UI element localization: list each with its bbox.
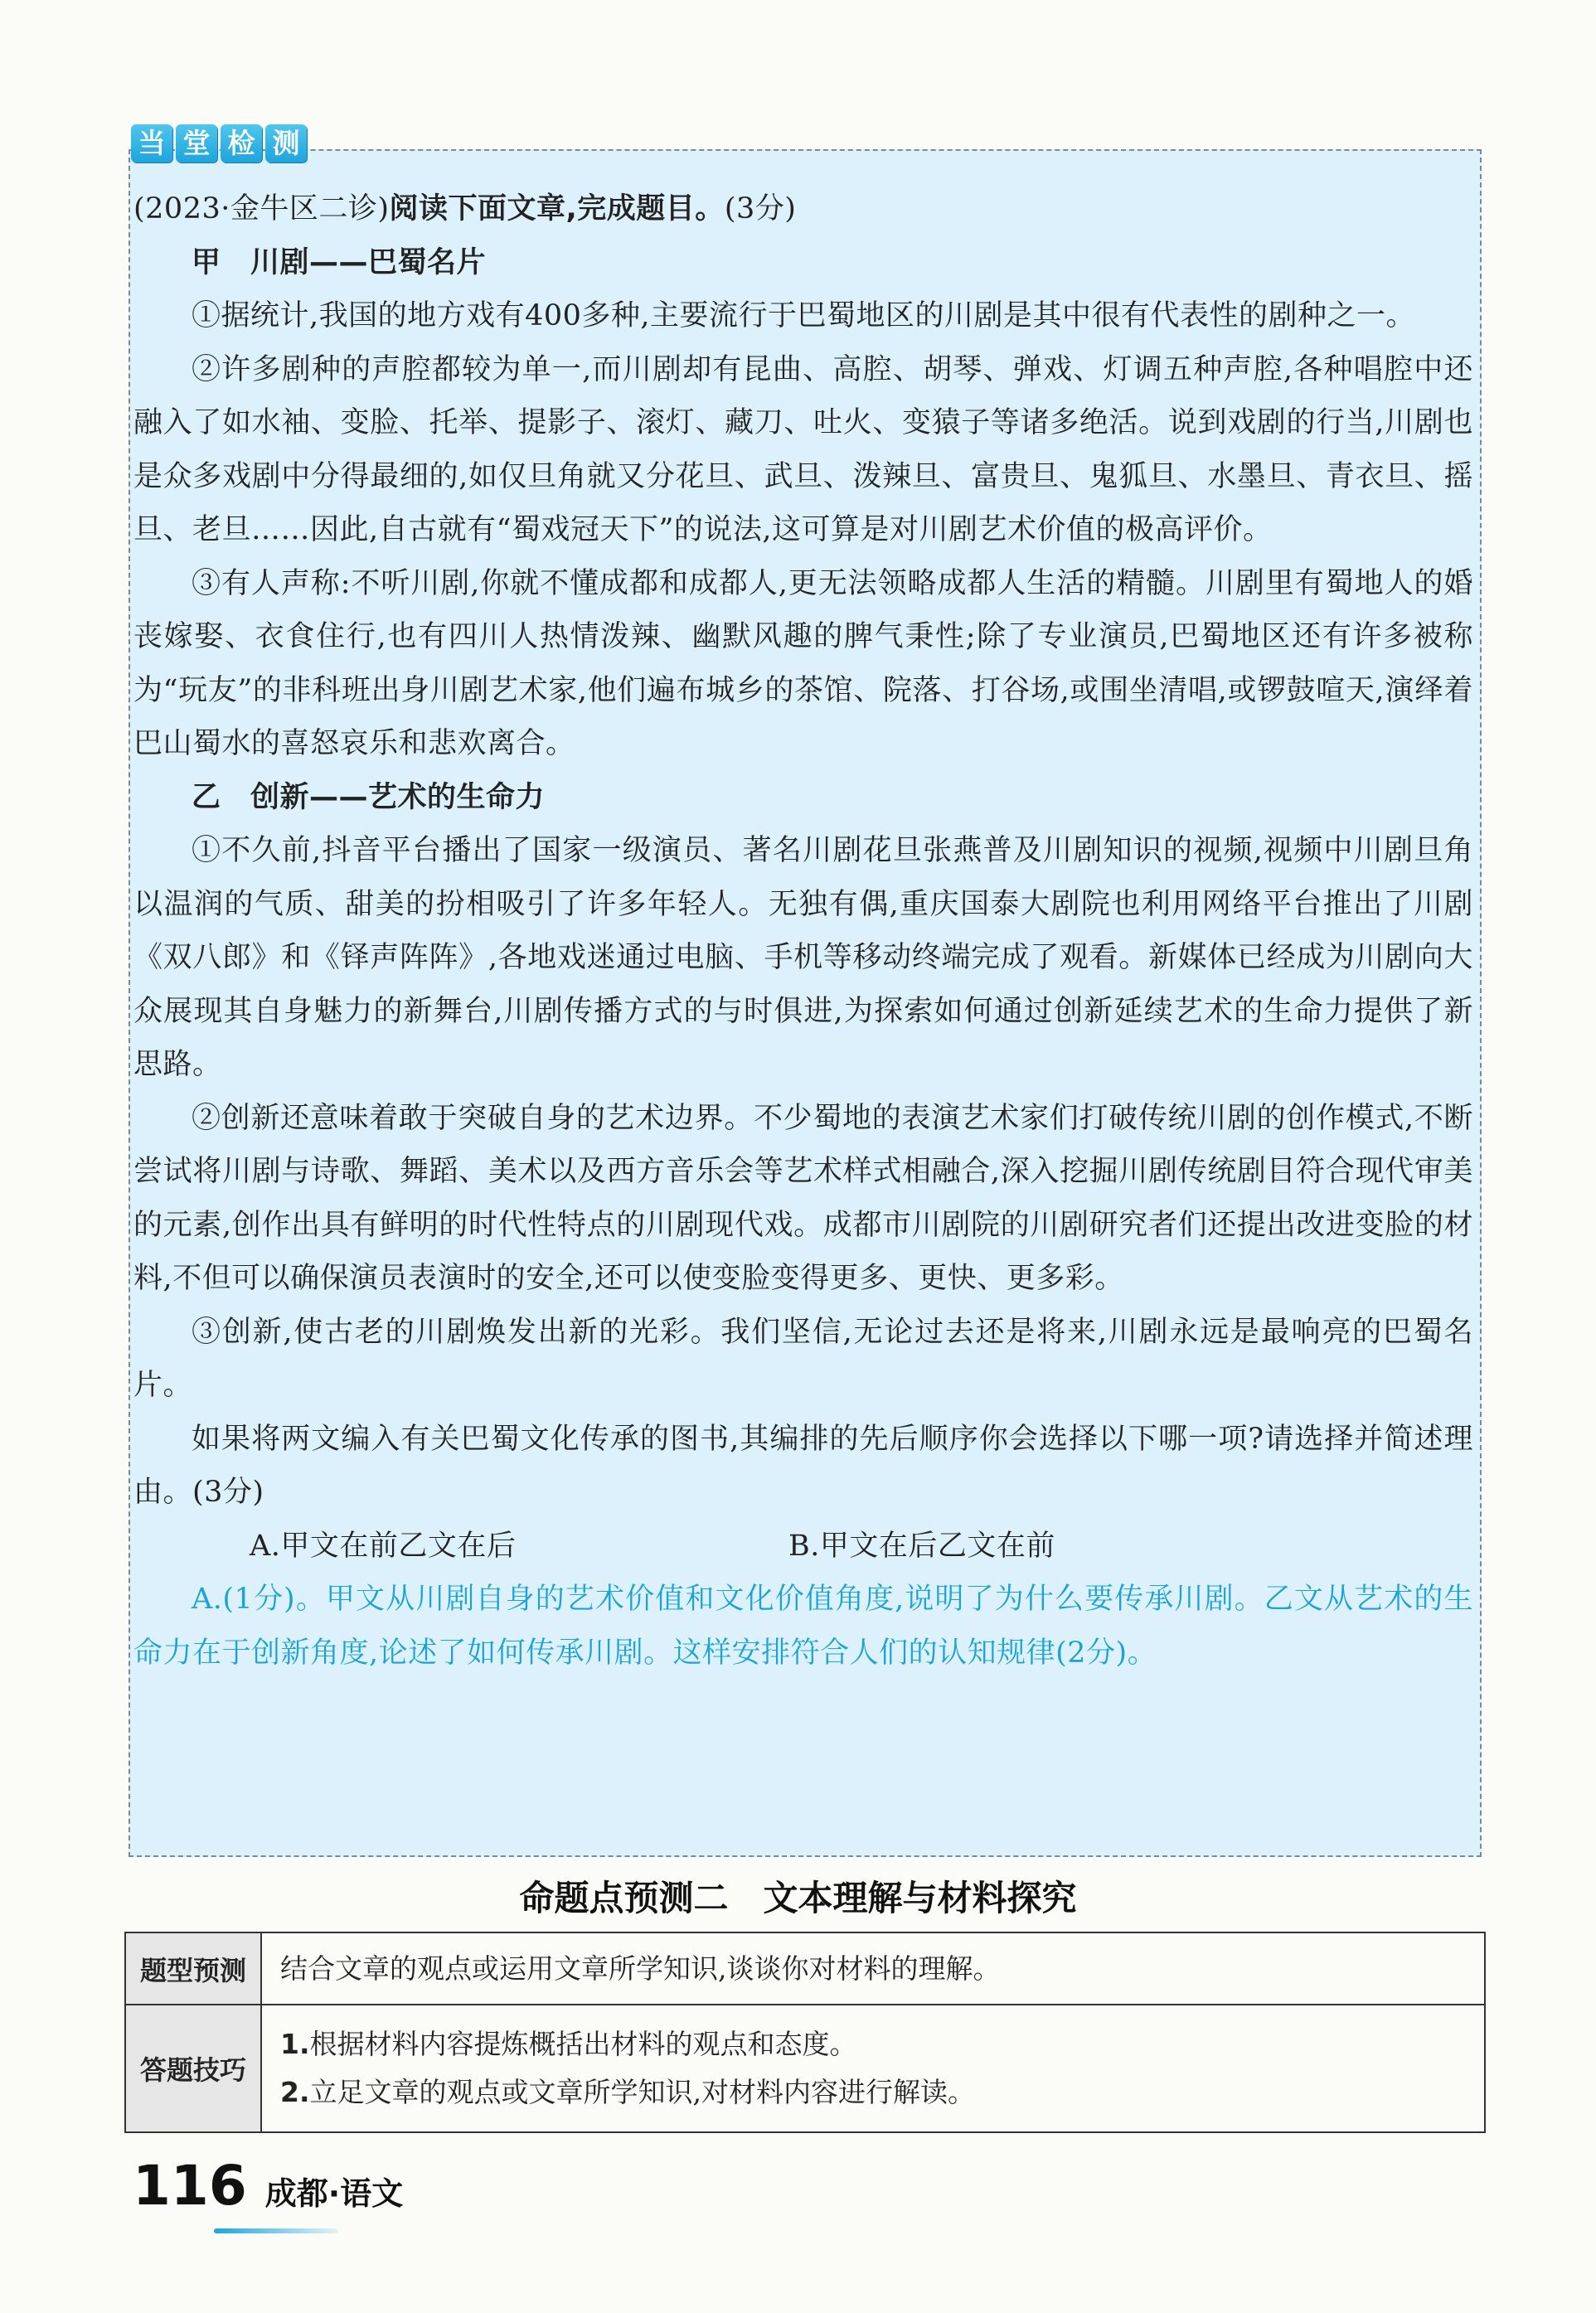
section-tag xyxy=(131,124,307,162)
question-score: (3分) xyxy=(724,192,797,225)
page-footer xyxy=(133,2154,403,2218)
tip-text: 根据材料内容提炼概括出材料的观点和态度。 xyxy=(309,2028,857,2060)
question-intro xyxy=(133,182,1473,236)
article-b-paragraph-3: ③创新,使古老的川剧焕发出新的光彩。我们坚信,无论过去还是将来,川剧永远是最响亮的巴蜀名片。 xyxy=(133,1315,1473,1402)
practice-content xyxy=(130,182,1480,1680)
row-content-question-type: 结合文章的观点或运用文章所学知识,谈谈你对材料的理解。 xyxy=(261,1932,1485,2005)
article-a-paragraph-2: ②许多剧种的声腔都较为单一,而川剧却有昆曲、高腔、胡琴、弹戏、灯调五种声腔,各种唱腔中还融入了如水袖、变脸、托举、提影子、滚灯、藏刀、吐火、变猿子等诸多绝活。说到戏剧的行当,川剧也是众多戏剧中分得最细的,如仅旦角就又分花旦、武旦、泼辣旦、富贵旦、鬼狐旦、水墨旦、青衣旦、摇旦、老旦……因此,自古就有“蜀戏冠天下”的说法,这可算是对川剧艺术价值的极高评价。 xyxy=(133,352,1473,546)
tip-item xyxy=(280,2020,1483,2068)
tag-char: 当 xyxy=(131,124,172,162)
footer-underline xyxy=(214,2228,338,2233)
tips-table xyxy=(124,1932,1486,2133)
article-b-paragraph-2: ②创新还意味着敢于突破自身的艺术边界。不少蜀地的表演艺术家们打破传统川剧的创作模式,不断尝试将川剧与诗歌、舞蹈、美术以及西方音乐会等艺术样式相融合,深入挖掘川剧传统剧目符合现代审美的元素,创作出具有鲜明的时代性特点的川剧现代戏。成都市川剧院的川剧研究者们还提出改进变脸的材料,不但可以确保演员表演时的安全,还可以使变脸变得更多、更快、更多彩。 xyxy=(133,1101,1473,1295)
section-heading: 命题点预测二 文本理解与材料探究 xyxy=(519,1878,1077,1918)
row-header-answer-tips: 答题技巧 xyxy=(125,2005,261,2132)
practice-box xyxy=(129,149,1482,1857)
book-title: 成都·语文 xyxy=(264,2175,404,2212)
question-source: (2023·金牛区二诊) xyxy=(133,192,390,225)
page-number: 116 xyxy=(133,2154,247,2218)
article-a-paragraph-1: ①据统计,我国的地方戏有400多种,主要流行于巴蜀地区的川剧是其中很有代表性的剧种之一。 xyxy=(192,299,1416,332)
answer-text: A.(1分)。甲文从川剧自身的艺术价值和文化价值角度,说明了为什么要传承川剧。乙文从艺术的生命力在于创新角度,论述了如何传承川剧。这样安排符合人们的认知规律(2分)。 xyxy=(133,1583,1473,1670)
article-b-title: 乙 创新——艺术的生命力 xyxy=(192,780,546,814)
tag-char: 堂 xyxy=(176,124,217,162)
tip-number: 2. xyxy=(280,2076,310,2108)
tip-item xyxy=(280,2068,1483,2117)
tip-text: 立足文章的观点或文章所学知识,对材料内容进行解读。 xyxy=(309,2076,975,2108)
tag-char: 测 xyxy=(265,124,307,162)
article-b-paragraph-1: ①不久前,抖音平台播出了国家一级演员、著名川剧花旦张燕普及川剧知识的视频,视频中川剧旦角以温润的气质、甜美的扮相吸引了许多年轻人。无独有偶,重庆国泰大剧院也利用网络平台推出了川剧《双八郎》和《铎声阵阵》,各地戏迷通过电脑、手机等移动终端完成了观看。新媒体已经成为川剧向大众展现其自身魅力的新舞台,川剧传播方式的与时俱进,为探索如何通过创新延续艺术的生命力提供了新思路。 xyxy=(133,834,1473,1081)
table-row xyxy=(125,2005,1485,2132)
row-header-question-type: 题型预测 xyxy=(125,1932,261,2005)
article-a-title: 甲 川剧——巴蜀名片 xyxy=(192,245,487,279)
question-options xyxy=(133,1520,1473,1574)
question-instruction: 阅读下面文章,完成题目。 xyxy=(389,192,725,225)
option-a: A.甲文在前乙文在后 xyxy=(250,1529,517,1563)
question-text: 如果将两文编入有关巴蜀文化传承的图书,其编排的先后顺序你会选择以下哪一项?请选择并简述理由。(3分) xyxy=(133,1422,1473,1509)
tag-char: 检 xyxy=(221,124,262,162)
tip-number: 1. xyxy=(280,2028,310,2060)
option-b: B.甲文在后乙文在前 xyxy=(788,1529,1055,1563)
article-a-paragraph-3: ③有人声称:不听川剧,你就不懂成都和成都人,更无法领略成都人生活的精髓。川剧里有蜀地人的婚丧嫁娶、衣食住行,也有四川人热情泼辣、幽默风趣的脾气秉性;除了专业演员,巴蜀地区还有许多被称为“玩友”的非科班出身川剧艺术家,他们遍布城乡的茶馆、院落、打谷场,或围坐清唱,或锣鼓喧天,演绎着巴山蜀水的喜怒哀乐和悲欢离合。 xyxy=(133,566,1473,760)
table-row xyxy=(125,1932,1485,2005)
row-content-answer-tips xyxy=(261,2005,1485,2132)
